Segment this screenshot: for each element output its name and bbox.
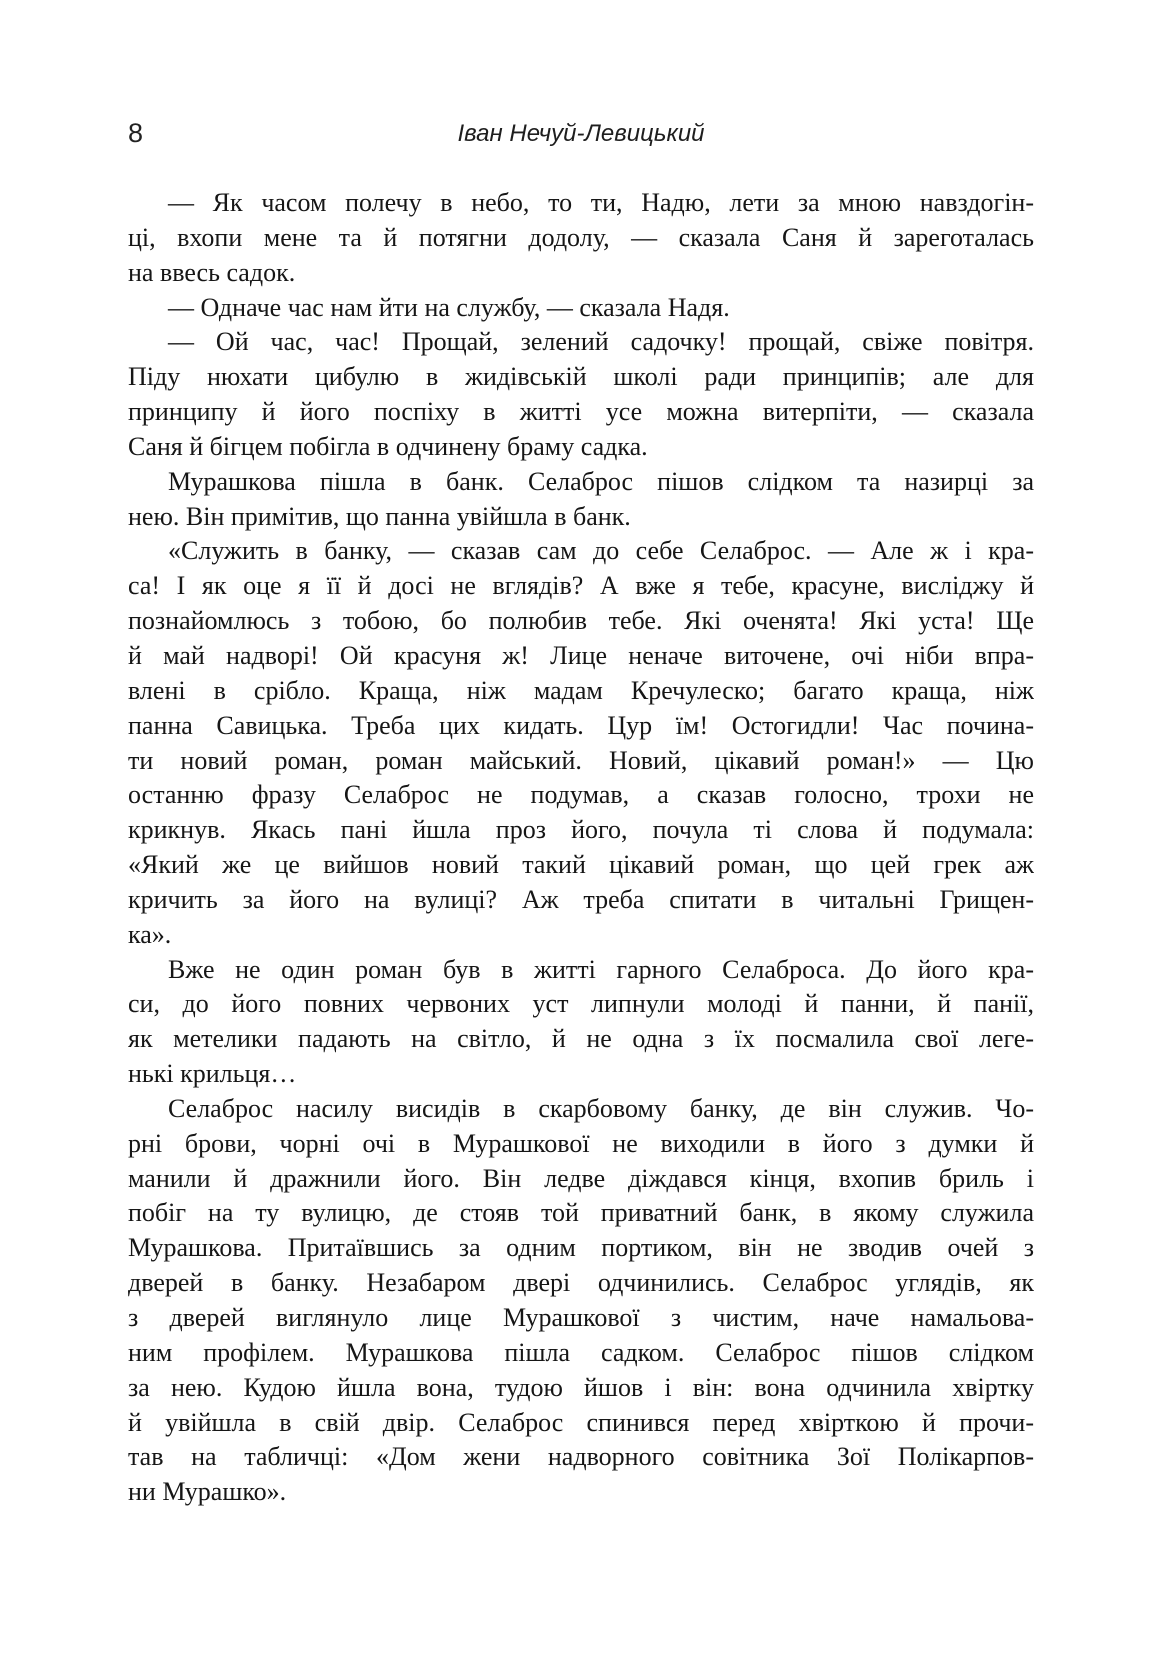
text-line: крикнув. Якась пані йшла проз його, почула ті слова й подумала: <box>128 815 1034 845</box>
text-line: й май надворі! Ой красуня ж! Лице неначе виточене, очі ніби впра- <box>128 640 1034 670</box>
text-line: «Який же це вийшов новий такий цікавий роман, що цей грек аж <box>128 850 1034 880</box>
text-line: й увійшла в свій двір. Селаброс спинився перед хвірткою й прочи- <box>128 1407 1034 1437</box>
text-line: тав на табличці: «Дом жени надворного совітника Зої Полікарпов- <box>128 1442 1034 1472</box>
text-line: си, до його повних червоних уст липнули молоді й панни, й панії, <box>128 989 1034 1019</box>
text-line: на ввесь садок. <box>128 257 296 287</box>
text-line: нькі крильця… <box>128 1059 297 1089</box>
text-line: Саня й бігцем побігла в одчинену браму садка. <box>128 431 648 461</box>
text-line: ці, вхопи мене та й потягни додолу, — сказала Саня й зареготалась <box>128 222 1034 252</box>
text-line: ни Мурашко». <box>128 1477 287 1507</box>
text-line: Вже не один роман був в житті гарного Селаброса. До його кра- <box>168 954 1034 984</box>
running-header: Іван Нечуй-Левицький <box>457 120 705 147</box>
text-line: з дверей виглянуло лице Мурашкової з чистим, наче намальова- <box>128 1303 1034 1332</box>
text-line: кричить за його на вулиці? Аж треба спитати в читальні Грищен- <box>128 884 1034 914</box>
paragraph <box>128 325 1034 464</box>
page-number: 8 <box>128 118 144 148</box>
text-line: Селаброс насилу висидів в скарбовому банку, де він служив. Чо- <box>168 1093 1034 1123</box>
paragraph <box>128 186 1034 291</box>
text-line: ним профілем. Мурашкова пішла садком. Селаброс пішов слідком <box>128 1337 1034 1367</box>
text-line: як метелики падають на світло, й не одна з їх посмалила свої леге- <box>128 1024 1034 1054</box>
text-line: нею. Він примітив, що панна увійшла в банк. <box>128 501 631 531</box>
text-line: за нею. Кудою йшла вона, тудою йшов і він: вона одчинила хвіртку <box>128 1372 1034 1402</box>
text-line: са! І як оце я її й досі не вглядів? А вже я тебе, красуне, висліджу й <box>128 571 1034 601</box>
text-line: останню фразу Селаброс не подумав, а сказав голосно, трохи не <box>128 780 1034 810</box>
paragraph <box>128 1092 1034 1510</box>
text-line: побіг на ту вулицю, де стояв той приватний банк, в якому служила <box>128 1198 1034 1228</box>
body-text <box>128 186 1034 1510</box>
text-line: познайомлюсь з тобою, бо полюбив тебе. Які оченята! Які уста! Ще <box>128 606 1034 636</box>
text-line: Мурашкова. Притаївшись за одним портиком, він не зводив очей з <box>128 1233 1034 1263</box>
text-line: Піду нюхати цибулю в жидівській школі ради принципів; але для <box>128 362 1034 392</box>
text-line: — Як часом полечу в небо, то ти, Надю, лети за мною навздогін- <box>168 188 1034 217</box>
text-line: влені в срібло. Краща, ніж мадам Кречулеско; багато краща, ніж <box>128 675 1034 705</box>
paragraph <box>128 953 1034 1092</box>
text-line: рні брови, чорні очі в Мурашкової не виходили в його з думки й <box>128 1128 1034 1158</box>
text-line: ти новий роман, роман майський. Новий, цікавий роман!» — Цю <box>128 745 1034 775</box>
page-header <box>128 117 1034 153</box>
text-line: дверей в банку. Незабаром двері одчинились. Селаброс углядів, як <box>128 1268 1034 1298</box>
text-line: — Ой час, час! Прощай, зелений садочку! прощай, свіже повітря. <box>168 327 1034 357</box>
paragraph <box>128 534 1034 952</box>
paragraph <box>128 465 1034 535</box>
text-line: «Служить в банку, — сказав сам до себе Селаброс. — Але ж і кра- <box>168 536 1034 566</box>
text-line: Мурашкова пішла в банк. Селаброс пішов слідком та назирці за <box>168 466 1034 496</box>
text-line: принципу й його поспіху в житті усе можна витерпіти, — сказала <box>128 397 1034 427</box>
text-line: панна Савицька. Треба цих кидать. Цур їм! Остогидли! Час почина- <box>128 710 1034 740</box>
paragraph <box>128 291 1034 326</box>
text-line: манили й дражнили його. Він ледве діждався кінця, вхопив бриль і <box>128 1163 1034 1193</box>
text-line: ка». <box>128 919 172 949</box>
text-line: — Одначе час нам йти на службу, — сказала Надя. <box>168 292 730 322</box>
